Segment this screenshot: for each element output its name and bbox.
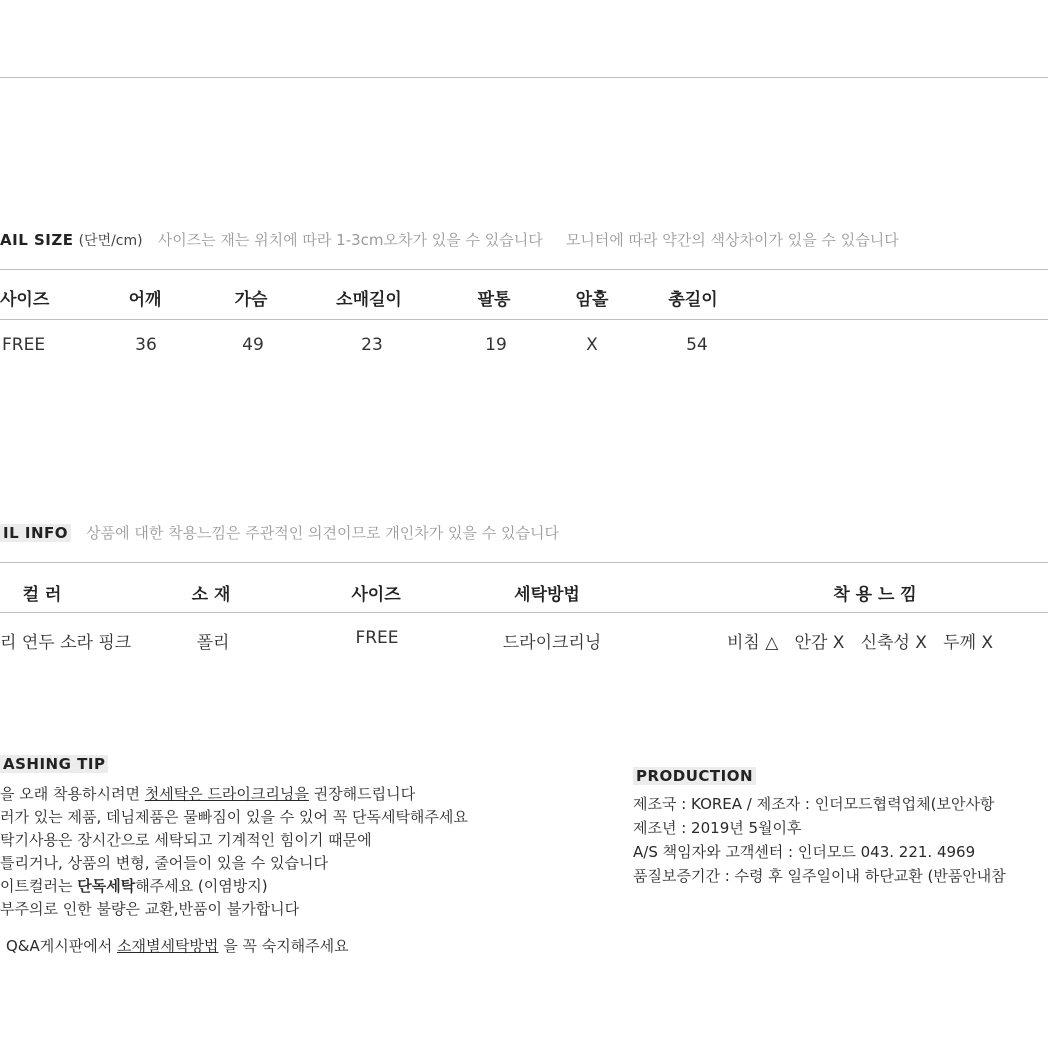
info-header-size: 사이즈 (351, 585, 401, 605)
washing-tip-line-1: 을 오래 착용하시려면 첫세탁은 드라이크리닝을 권장해드립니다 (0, 785, 416, 803)
washing-tip-line-4: 틀리거나, 상품의 변형, 줄어들이 있을 수 있습니다 (0, 854, 328, 872)
size-table-top-rule (0, 269, 1048, 270)
washing-tip-line-3: 탁기사용은 장시간으로 세탁되고 기계적인 힘이기 때문에 (0, 831, 372, 849)
info-cell-size: FREE (355, 628, 399, 648)
production-block (633, 767, 1048, 889)
size-cell-sleeve-length: 23 (361, 335, 383, 355)
production-line-2: 제조년 : 2019년 5월이후 (633, 819, 802, 837)
info-note: 상품에 대한 착용느낌은 주관적인 의견이므로 개인차가 있을 수 있습니다 (86, 524, 559, 542)
washing-tip-block (0, 755, 468, 956)
size-header-shoulder: 어깨 (128, 290, 162, 310)
info-cell-feel: 비침 △ 안감 X 신축성 X 두께 X (727, 633, 994, 653)
info-table-top-rule (0, 562, 1048, 563)
size-unit: (단면/cm) (78, 233, 143, 249)
size-cell-arm-width: 19 (485, 335, 507, 355)
info-header-color: 컬 러 (22, 585, 62, 605)
production-line-3: A/S 책임자와 고객센터 : 인더모드 043. 221. 4969 (633, 843, 976, 861)
size-header-chest: 가슴 (234, 290, 268, 310)
production-line-1: 제조국 : KOREA / 제조자 : 인더모드협력업체(보안사항 (633, 795, 995, 813)
size-section-title: AIL SIZE (0, 231, 74, 249)
size-cell-shoulder: 36 (135, 335, 157, 355)
size-cell-size: FREE (2, 335, 46, 355)
size-header-total-length: 총길이 (668, 290, 718, 310)
info-header-feel: 착 용 느 낌 (833, 585, 917, 605)
size-cell-armhole: X (586, 335, 598, 355)
info-section-header (0, 522, 559, 543)
size-section-header (0, 229, 899, 250)
size-header-sleeve-length: 소매길이 (336, 290, 402, 310)
top-divider (0, 77, 1048, 78)
washing-tip-line-5: 이트컬러는 단독세탁해주세요 (이염방지) (0, 877, 268, 895)
info-cell-color: 리 연두 소라 핑크 (0, 633, 132, 653)
production-line-4: 품질보증기간 : 수령 후 일주일이내 하단교환 (반품안내참 (633, 867, 1006, 885)
size-header-armhole: 암홀 (575, 290, 609, 310)
size-cell-total-length: 54 (686, 335, 708, 355)
info-section-title: IL INFO (0, 524, 71, 542)
production-title: PRODUCTION (633, 767, 1048, 785)
info-header-material: 소 재 (191, 585, 231, 605)
size-note-tolerance: 사이즈는 재는 위치에 따라 1-3cm오차가 있을 수 있습니다 (157, 231, 543, 249)
info-cell-washing: 드라이크리닝 (502, 633, 602, 653)
info-cell-material: 폴리 (196, 633, 230, 653)
size-header-arm-width: 팔통 (477, 290, 511, 310)
washing-tip-line-2: 러가 있는 제품, 데님제품은 물빠짐이 있을 수 있어 꼭 단독세탁해주세요 (0, 808, 468, 826)
size-header-size: 사이즈 (0, 290, 50, 310)
washing-tip-line-7: Q&A게시판에서 소재별세탁방법 을 꼭 숙지해주세요 (6, 937, 349, 955)
info-header-washing: 세탁방법 (514, 585, 580, 605)
size-table-header-rule (0, 319, 1048, 320)
info-table-header-rule (0, 612, 1048, 613)
size-note-monitor: 모니터에 따라 약간의 색상차이가 있을 수 있습니다 (565, 231, 899, 249)
size-cell-chest: 49 (242, 335, 264, 355)
washing-tip-title: ASHING TIP (0, 755, 468, 773)
washing-tip-line-6: 부주의로 인한 불량은 교환,반품이 불가합니다 (0, 900, 300, 918)
